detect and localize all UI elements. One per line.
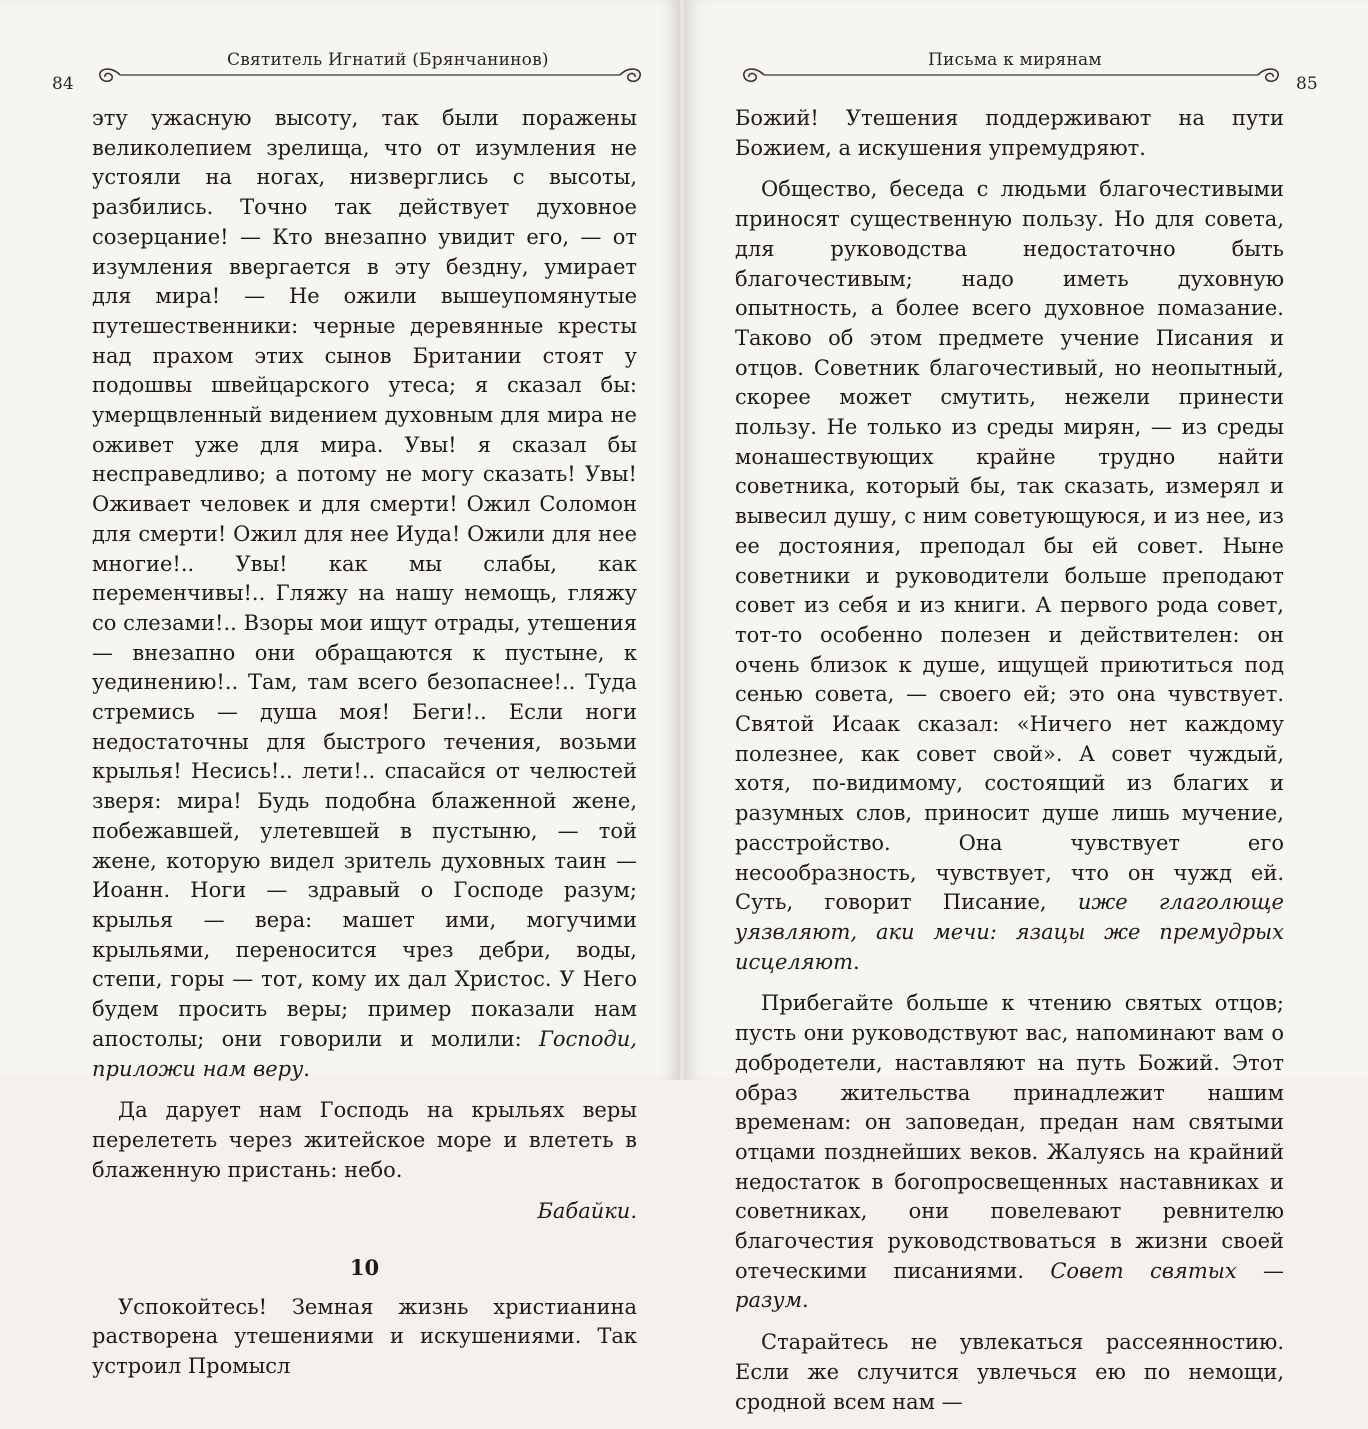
right-paragraph-1: Божий! Утешения поддерживают на пути Божием, а искушения упремудряют. (735, 106, 1284, 160)
left-running-head: Святитель Игнатий (Брянчанинов) (227, 50, 549, 70)
left-page-number: 84 (52, 74, 74, 94)
left-paragraph-2: Да дарует нам Господь на крыльях веры перелететь через житейское море и влететь в блаженную пристань: небо. (92, 1098, 637, 1182)
right-paragraph-2: Общество, беседа с людьми благочестивыми приносят существенную пользу. Но для совета, для руководства недостаточно быть благочестивым; надо иметь духовную опытность, а более всего духовное помазание. Таково об этом предмете учение Писания и отцов. Советник благочестивый, но неопытный, скорее может смутить, нежели принести пользу. Не только из среды мирян, — из среды монашествующих крайне трудно найти советника, который бы, так сказать, измерял и вывесил душу, с ним советующуюся, и из нее, из ее достояния, преподал бы ей совет. Ныне советники и руководители больше преподают совет из себя и из книги. А первого рода совет, тот-то особенно полезен и действителен: он очень близок к душе, ищущей приютиться под сенью совета, — своего ей; это она чувствует. Святой Исаак сказал: «Ничего нет каждому полезнее, как совет свой». А совет чуждый, хотя, по-видимому, состоящий из благих и разумных слов, приносит душе лишь мучение, расстройство. Она чувствует его несообразность, чувствует, что он чужд ей. Суть, говорит Писание, иже глаголюще уязвляют, аки мечи: язацы же премудрых исцеляют. (735, 177, 1284, 974)
header-ornament-icon (90, 64, 650, 90)
right-body-text (735, 104, 1284, 1429)
header-ornament-icon (734, 64, 1288, 90)
signature: Бабайки. (537, 1199, 637, 1224)
right-paragraph-4: Старайтесь не увлекаться рассеянностию. Если же случится увлечься ею по немощи, сродной всем нам — (735, 1330, 1284, 1414)
right-paragraph-3: Прибегайте больше к чтению святых отцов; пусть они руководствуют вас, напоминают вам о добродетели, наставляют на путь Божий. Этот образ жительства принадлежит нашим временам: он заповедан, предан нам святыми отцами позднейших веков. Жалуясь на крайний недостаток в богопросвещенных наставниках и советниках, они повелевают ревнителю благочестия руководствоваться в жизни своей отеческими писаниями. Совет святых — разум. (735, 991, 1284, 1313)
left-paragraph-3: Успокойтесь! Земная жизнь христианина растворена утешениями и искушениями. Так устроил Промысл (92, 1294, 637, 1379)
left-paragraph-1: эту ужасную высоту, так были поражены великолепием зрелища, что от изумления не устояли на ногах, низверглись с высоты, разбились. Точно так действует духовное созерцание! — Кто внезапно увидит его, — от изумления ввергается в эту бездну, умирает для мира! — Не ожили вышеупомянутые путешественники: черные деревянные кресты над прахом этих сынов Британии стоят у подошвы швейцарского утеса; я сказал бы: умерщвленный видением духовным для мира не оживет уже для мира. Увы! я сказал бы несправедливо; а потому не могу сказать! Увы! Оживает человек и для смерти! Ожил Соломон для смерти! Ожил для нее Иуда! Ожили для нее многие!.. Увы! как мы слабы, как переменчивы!.. Гляжу на нашу немощь, гляжу со слезами!.. Взоры мои ищут отрады, утешения — внезапно они обращаются к пустыне, к уединению!.. Там, там всего безопаснее!.. Туда стремись — душа моя! Беги!.. Если ноги недостаточны для быстрого течения, возьми крылья! Несись!.. лети!.. спасайся от челюстей зверя: мира! Будь подобна блаженной жене, побежавшей, улетевшей в пустыню, — той жене, которую видел зритель духовных таин — Иоанн. Ноги — здравый о Господе разум; крылья — вера: машет ими, могучими крыльями, переносится чрез дебри, воды, степи, горы — тот, кому их дал Христос. У Него будем просить веры; пример показали нам апостолы; они говорили и молили: Господи, приложи нам веру. (92, 106, 637, 1081)
letter-number: 10 (349, 1255, 380, 1281)
right-page-number: 85 (1296, 74, 1318, 94)
right-running-head: Письма к мирянам (928, 50, 1102, 70)
left-body-text (92, 104, 637, 1394)
left-page (0, 0, 680, 1379)
right-page (684, 0, 1368, 1414)
